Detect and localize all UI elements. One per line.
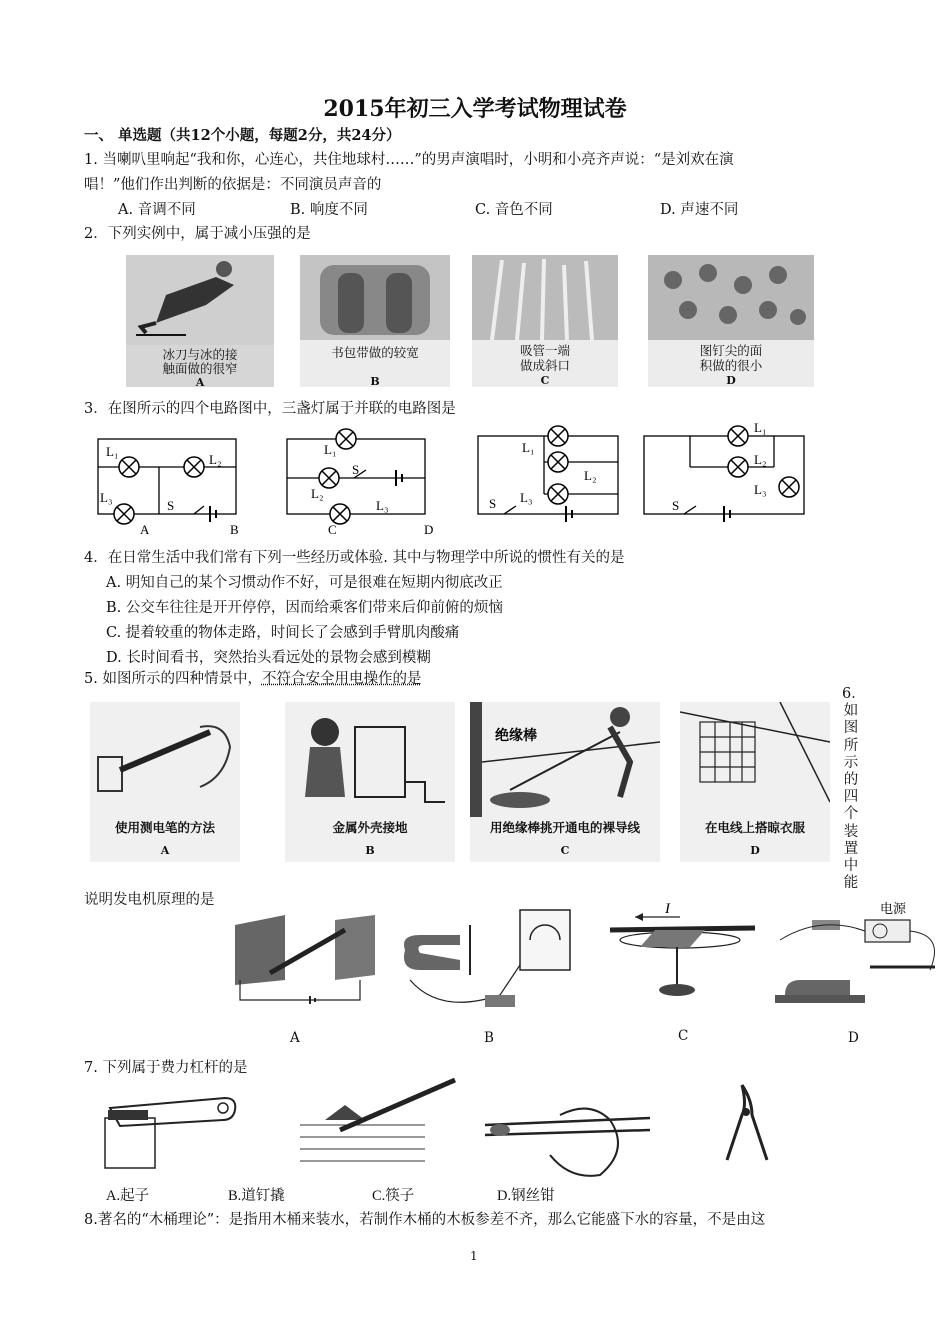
circuit-d-l3: L₃ (754, 482, 767, 497)
q4-option-d: D. 长时间看书，突然抬头看远处的景物会感到模糊 (106, 650, 431, 666)
q1-option-d: D. 声速不同 (660, 202, 739, 218)
q5-image-d (680, 702, 830, 862)
q7-option-a: A.起子 (106, 1188, 150, 1204)
q1-option-b: B. 响度不同 (290, 202, 368, 218)
q5-letter-d: D (750, 844, 760, 857)
circuit-c-letter: C (328, 522, 337, 537)
grounded-appliance-icon (285, 702, 455, 812)
q2-caption-c2: 做成斜口 (519, 358, 570, 373)
circuit-b-s: S (352, 462, 360, 477)
q2-image-b (300, 255, 450, 387)
q6-text: 说明发电机原理的是 (84, 892, 215, 908)
q2-text: 2．下列实例中，属于减小压强的是 (84, 226, 311, 242)
q7-option-c: C.筷子 (372, 1188, 415, 1204)
circuit-d-s: S (672, 498, 680, 513)
q5-image-c (470, 702, 660, 862)
circuit-c-l3: L₃ (520, 490, 533, 505)
q6-current-label: I (665, 901, 670, 917)
q4-option-c: C. 提着较重的物体走路，时间长了会感到手臂肌肉酸痛 (106, 625, 460, 641)
q5-text (84, 667, 421, 688)
q6-letter-a: A (290, 1030, 300, 1046)
exam-title: 2015年初三入学考试物理试卷 (323, 96, 627, 122)
q2-caption-a2: 触面做的很窄 (162, 361, 238, 376)
circuit-a-s: S (167, 498, 175, 513)
circuit-b-l1: L₁ (324, 442, 337, 457)
q5-text-before: 5. 如图所示的四种情景中， (84, 671, 262, 687)
q5-inner-label: 绝缘棒 (495, 729, 537, 744)
q2-letter-b: B (370, 375, 380, 387)
test-pen-icon (90, 702, 240, 812)
circuit-c-l1: L₁ (522, 440, 535, 455)
circuit-a-l1: L₁ (106, 444, 119, 459)
q6-figure-d (770, 895, 945, 1010)
circuit-d-l1: L₁ (754, 422, 767, 435)
q5-image-b (285, 702, 455, 862)
q5-letter-b: B (365, 844, 375, 857)
q4-option-b: B. 公交车往往是开开停停，因而给乘客们带来后仰前俯的烦恼 (106, 600, 503, 616)
straws-icon (472, 255, 618, 340)
backpack-icon (300, 255, 450, 340)
q3-circuit-diagrams (84, 422, 824, 540)
q1-line2: 唱！”他们作出判断的依据是：不同演员声音的 (84, 177, 382, 193)
q6-figure-a (230, 905, 380, 1005)
q1-option-c: C. 音色不同 (475, 202, 553, 218)
q6-power-label: 电源 (880, 901, 907, 916)
chopsticks-icon (480, 1100, 660, 1180)
q6-figure-b (400, 905, 580, 1020)
q2-caption-d2: 积做的很小 (699, 358, 763, 373)
q2-image-d (648, 255, 814, 387)
q6-vertical-text: 6．如图所示的四个装置中能 (842, 686, 866, 892)
circuit-b-l2: L₂ (311, 486, 324, 501)
q1-option-a: A. 音调不同 (118, 202, 196, 218)
clothes-on-wire-icon (680, 702, 830, 812)
spike-lever-icon (295, 1075, 475, 1170)
q2-caption-a1: 冰刀与冰的接 (162, 347, 238, 362)
q5-caption-d: 在电线上搭晾衣服 (704, 820, 805, 835)
q5-caption-a: 使用测电笔的方法 (114, 820, 215, 835)
q7-text: 7. 下列属于费力杠杆的是 (84, 1060, 248, 1076)
circuit-a-letter: A (140, 522, 150, 537)
circuit-b-letter: B (230, 522, 239, 537)
skater-icon (126, 255, 274, 345)
thumbtacks-icon (648, 255, 814, 340)
q7-option-b: B.道钉撬 (228, 1188, 285, 1204)
page-number: 1 (470, 1249, 478, 1263)
q5-text-emphasis: 不符合安全用电操作的是 (261, 671, 422, 687)
q2-caption-b1: 书包带做的较宽 (331, 345, 419, 360)
q4-option-a: A. 明知自己的某个习惯动作不好，可是很难在短期内彻底改正 (106, 575, 503, 591)
insulating-rod-icon (470, 702, 660, 817)
circuit-d (644, 436, 804, 522)
q2-letter-c: C (540, 374, 550, 387)
q6-figure-c (605, 895, 760, 1005)
bottle-opener-icon (100, 1088, 250, 1170)
q5-letter-a: A (160, 844, 170, 857)
q5-letter-c: C (560, 844, 570, 857)
circuit-a-l2: L₂ (209, 452, 222, 467)
q6-letter-b: B (484, 1030, 494, 1046)
circuit-d-l2: L₂ (754, 452, 767, 467)
q4-text: 4．在日常生活中我们常有下列一些经历或体验. 其中与物理学中所说的惯性有关的是 (84, 550, 625, 566)
circuit-b-l3: L₃ (376, 498, 389, 513)
q2-image-a (126, 255, 274, 387)
q8-text: 8.著名的“木桶理论”：是指用木桶来装水，若制作木桶的木板参差不齐，那么它能盛下水的容量，不是由这 (84, 1212, 766, 1228)
section-heading: 一、 单选题（共12个小题，每题2分，共24分） (84, 127, 401, 144)
q5-image-a (90, 702, 240, 862)
circuit-c (478, 436, 618, 522)
q3-text: 3．在图所示的四个电路图中，三盏灯属于并联的电路图是 (84, 401, 456, 417)
pliers-icon (712, 1080, 782, 1170)
q6-letter-d: D (848, 1030, 859, 1046)
q2-caption-d1: 图钉尖的面 (699, 343, 763, 358)
q5-caption-c: 用绝缘棒挑开通电的裸导线 (489, 820, 640, 835)
q2-letter-d: D (726, 374, 736, 387)
circuit-c-l2: L₂ (584, 468, 597, 483)
q6-letter-c: C (678, 1028, 689, 1044)
circuit-c-s: S (489, 496, 497, 511)
circuit-a-l3: L₃ (100, 490, 113, 505)
circuit-d-letter: D (424, 522, 434, 537)
q5-caption-b: 金属外壳接地 (332, 820, 408, 835)
q7-option-d: D.钢丝钳 (497, 1188, 555, 1204)
q2-letter-a: A (195, 376, 205, 387)
q1-line1: 1. 当喇叭里响起“我和你，心连心，共住地球村……”的男声演唱时，小明和小亮齐声说：“是刘欢在演 (84, 152, 734, 168)
q2-image-c (472, 255, 618, 387)
q2-caption-c1: 吸管一端 (519, 343, 570, 358)
